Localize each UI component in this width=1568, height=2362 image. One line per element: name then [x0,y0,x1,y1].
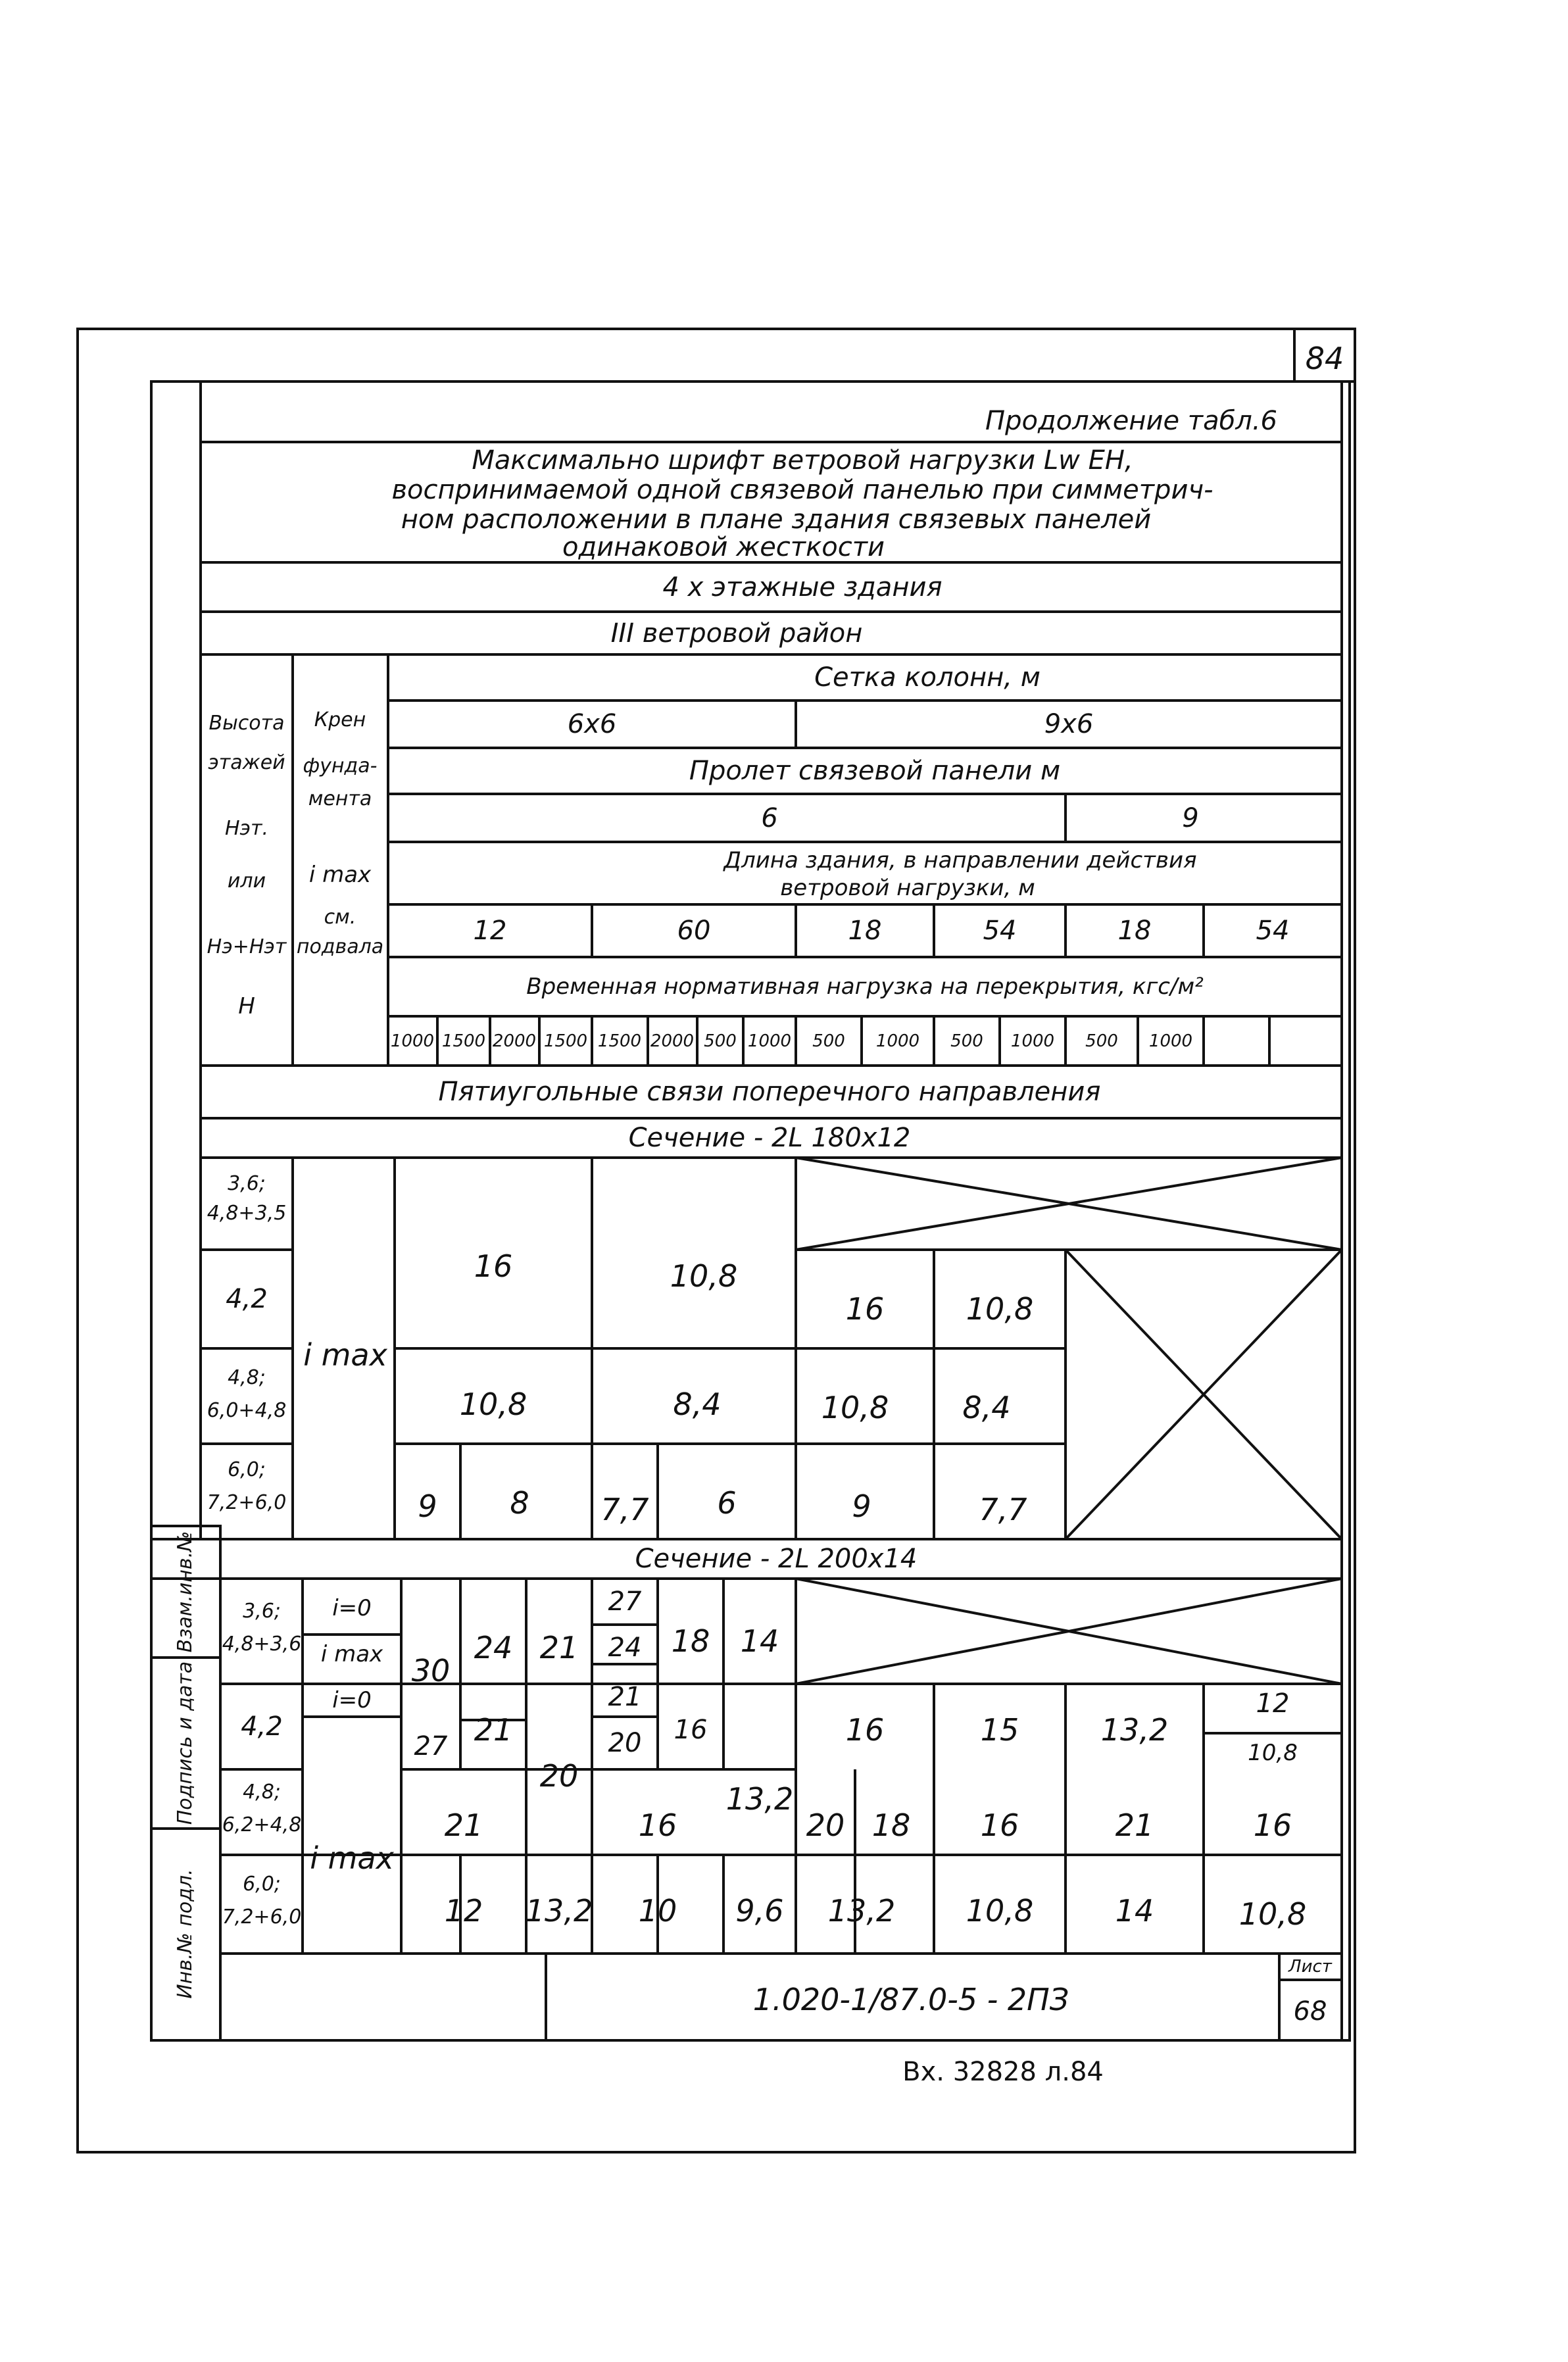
s2-height: 7,2+6,0 [222,1906,302,1929]
s2-value: 13,2 [725,1781,794,1817]
length-title-1: Длина здания, в направлении действия [723,847,1197,873]
foundation-header-5: см. [324,906,356,929]
section1-label: Сечение - 2L 180х12 [628,1123,911,1153]
s2-value: 21 [608,1682,642,1712]
s1-height: 6,0+4,8 [207,1399,287,1422]
s2-height: 4,8+3,6 [222,1633,302,1656]
s2-value: 24 [608,1633,642,1663]
s1-value: 16 [845,1291,885,1327]
load-value: 2000 [492,1031,537,1051]
s2-height: 3,6; [243,1600,281,1623]
s2-value: 10,8 [966,1893,1034,1929]
length-value: 18 [848,916,882,946]
s2-value: 18 [671,1623,710,1659]
stamp-sheet-label: Лист [1288,1957,1332,1977]
s2-value: 20 [806,1808,845,1843]
s1-value: 9 [418,1489,437,1524]
s2-value: 16 [638,1808,677,1843]
load-value: 500 [812,1031,845,1051]
s2-value: 21 [444,1808,483,1843]
length-value: 54 [983,916,1017,946]
height-header-4: или [227,870,266,893]
foundation-header-3: мента [308,787,372,810]
length-value: 60 [677,916,711,946]
load-value: 1000 [1010,1031,1055,1051]
s2-value: 14 [1115,1893,1154,1929]
s2-value: 24 [474,1630,513,1665]
side-field-inventory: Инв.№ подл. [174,1869,197,1999]
s2-value: 12 [444,1893,483,1929]
inventory-number: Вх. 32828 л.84 [902,2057,1104,2087]
s1-height: 4,2 [226,1284,268,1314]
length-value: 18 [1117,916,1152,946]
span-9: 9 [1182,803,1199,833]
side-field-replacement: Взам.инв.№ [174,1531,197,1653]
s2-value: 14 [740,1623,779,1659]
load-value: 1500 [441,1031,486,1051]
continuation-label: Продолжение табл.6 [985,406,1277,436]
s1-height: 4,8+3,5 [207,1202,287,1225]
load-value: 1000 [875,1031,920,1051]
s2-height: 4,2 [241,1711,283,1742]
s2-value: 10,8 [1248,1740,1298,1766]
s2-value: 27 [414,1731,448,1761]
s2-value: 9,6 [735,1893,784,1929]
load-value: 500 [704,1031,737,1051]
s2-value: 10 [638,1893,677,1929]
s2-value: 16 [1253,1808,1292,1843]
length-title-2: ветровой нагрузки, м [780,875,1035,901]
s2-height: 4,8; [243,1781,281,1804]
length-value: 12 [473,916,507,946]
s1-height: 7,2+6,0 [207,1491,287,1514]
s2-height: 6,2+4,8 [222,1813,302,1836]
title-line-1: Максимально шрифт ветровой нагрузки Lw ЕН, [472,445,1133,476]
title-line-3: ном расположении в плане здания связевых панелей [401,504,1152,535]
length-value: 54 [1256,916,1290,946]
s1-value: 16 [474,1248,513,1284]
side-field-signature: Подпись и дата [174,1661,197,1825]
load-value: 500 [950,1031,983,1051]
stamp-sheet-value: 68 [1293,1996,1327,2027]
s2-imax: i max [320,1641,383,1667]
title-line-2: воспринимаемой одной связевой панелью при симметрич- [391,475,1213,505]
section1-title: Пятиугольные связи поперечного направления [438,1077,1101,1107]
s1-value: 8,4 [962,1390,1011,1425]
s1-height: 6,0; [228,1458,266,1481]
load-value: 1000 [747,1031,792,1051]
height-header-3: Нэт. [224,817,269,840]
document-code: 1.020-1/87.0-5 - 2ПЗ [752,1982,1069,2017]
sheet-number: 84 [1305,341,1344,376]
s1-height: 4,8; [228,1366,266,1389]
load-value: 1500 [543,1031,588,1051]
s1-height: 3,6; [228,1172,266,1195]
foundation-header-4: i max [308,862,372,888]
foundation-header-2: фунда- [303,754,378,777]
s1-value: 10,8 [670,1258,738,1294]
s2-value: 21 [1115,1808,1154,1843]
s2-value: 21 [474,1712,513,1748]
s2-imax: i max [310,1840,394,1876]
title-line-4: одинаковой жесткости [562,532,885,562]
s1-value: 10,8 [966,1291,1034,1327]
height-header-5: Нэ+Нэт [207,935,287,958]
load-value: 1000 [390,1031,435,1051]
s1-value: 10,8 [459,1387,527,1422]
wind-region: III ветровой район [610,618,863,649]
foundation-header-6: подвала [296,935,384,958]
s2-value: 27 [608,1587,642,1617]
load-value: 1000 [1148,1031,1193,1051]
s2-value: 16 [980,1808,1019,1843]
s1-value: 10,8 [821,1390,889,1425]
grid-title: Сетка колонн, м [814,662,1041,693]
height-header-2: этажей [208,751,285,774]
load-title: Временная нормативная нагрузка на перекрытия, кгс/м² [526,973,1204,1000]
s2-value: 13,2 [525,1893,593,1929]
grid-9x6: 9х6 [1044,709,1094,739]
s2-value: 13,2 [827,1893,896,1929]
span-title: Пролет связевой панели м [689,756,1061,786]
s1-value: 9 [852,1489,871,1524]
height-header-1: Высота [208,712,285,735]
load-value: 1500 [597,1031,642,1051]
s2-value: 20 [608,1728,642,1758]
s1-value: 6 [717,1485,737,1521]
load-value: 2000 [650,1031,695,1051]
s2-value: 21 [539,1630,579,1665]
s2-i0: i=0 [332,1687,372,1713]
s2-value: 20 [539,1758,579,1794]
s2-height: 6,0; [243,1873,281,1896]
section2-label: Сечение - 2L 200х14 [635,1544,918,1574]
s2-value: 16 [845,1712,885,1748]
s2-value: 13,2 [1100,1712,1169,1748]
s2-value: 18 [871,1808,911,1843]
grid-6x6: 6х6 [567,709,617,739]
s1-value: 8,4 [673,1387,722,1422]
s1-value: 7,7 [979,1492,1027,1527]
s2-value: 15 [980,1712,1019,1748]
s2-value: 30 [411,1653,451,1688]
s1-imax: i max [303,1337,387,1373]
s2-i0: i=0 [332,1595,372,1621]
s2-value: 10,8 [1238,1896,1307,1932]
foundation-header-1: Крен [314,708,366,731]
span-6: 6 [761,803,778,833]
s1-value: 7,7 [600,1492,649,1527]
s2-value: 12 [1256,1688,1290,1719]
height-header-6: Н [238,993,255,1020]
s2-value: 16 [674,1715,708,1745]
s1-value: 8 [510,1485,529,1521]
load-value: 500 [1085,1031,1118,1051]
building-type: 4 х этажные здания [662,572,943,603]
